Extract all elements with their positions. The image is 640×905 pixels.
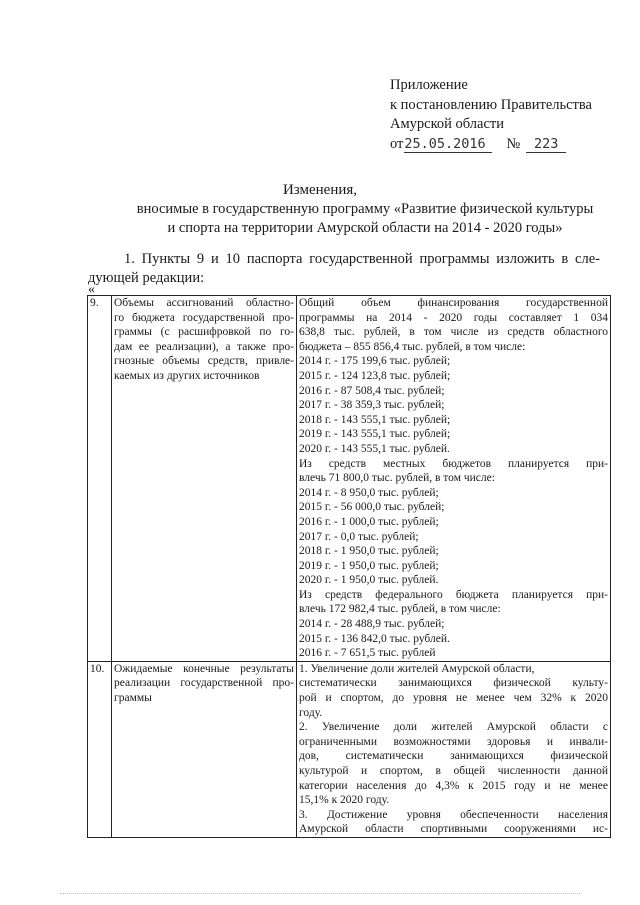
appendix-label: Приложение xyxy=(390,77,468,93)
subtitle-line-2: и спорта на территории Амурской области на 2014 - 2020 годы» xyxy=(167,220,563,236)
appendix-date-line xyxy=(390,135,592,155)
row-number: 10. xyxy=(88,661,112,837)
paragraph-line-1: 1. Пункты 9 и 10 паспорта государственной программы изложить в сле- xyxy=(124,251,600,267)
heading-line: гнозные объемы средств, привле- xyxy=(114,355,294,368)
content-line: дов, систематически занимающихся физической xyxy=(299,750,608,763)
appendix-region-line: Амурской области xyxy=(390,116,504,132)
content-line: 638,8 тыс. рублей, в том числе из средств областного xyxy=(299,326,608,339)
content-line: Амурской области спортивными сооружениями ис- xyxy=(299,823,608,836)
number-label: № xyxy=(506,135,521,152)
content-line: 2015 г. - 136 842,0 тыс. рублей. xyxy=(299,632,450,645)
heading-line: Объемы ассигнований областно- xyxy=(114,297,294,309)
content-line: 2015 г. - 124 123,8 тыс. рублей; xyxy=(299,369,451,382)
content-line: программы на 2014 - 2020 годы составляет 1 034 xyxy=(299,311,608,324)
content-line: 2020 г. - 143 555,1 тыс. рублей. xyxy=(299,442,450,455)
handwritten-number: 223 xyxy=(526,136,566,153)
paragraph-line-2: дующей редакции: xyxy=(88,270,205,286)
content-line: 2020 г. - 1 950,0 тыс. рублей. xyxy=(299,574,439,587)
row-heading xyxy=(112,661,297,837)
subtitle-line-1: вносимые в государственную программу «Развитие физической культуры xyxy=(136,201,594,217)
content-line: 2016 г. - 1 000,0 тыс. рублей; xyxy=(299,515,439,528)
content-line: 2016 г. - 87 508,4 тыс. рублей; xyxy=(299,384,445,397)
content-line: Из средств местных бюджетов планируется при- xyxy=(299,457,608,470)
passport-table xyxy=(87,295,611,838)
heading-line: го бюджета государственной про- xyxy=(114,311,294,324)
content-line: 1. Увеличение доли жителей Амурской области, xyxy=(299,662,535,675)
content-line: 2019 г. - 1 950,0 тыс. рублей; xyxy=(299,559,439,572)
content-line: 2016 г. - 7 651,5 тыс. рублей xyxy=(299,647,436,660)
content-line: 3. Достижение уровня обеспеченности населения xyxy=(299,808,608,821)
content-line: систематически занимающихся физической культу- xyxy=(299,677,608,690)
content-line: Общий объем финансирования государственной xyxy=(299,297,608,309)
content-line: 2017 г. - 38 359,3 тыс. рублей; xyxy=(299,399,445,412)
content-line: ограниченными возможностями здоровья и инвали- xyxy=(299,735,608,748)
heading-line: граммы xyxy=(114,692,152,705)
handwritten-date: 25.05.2016 xyxy=(404,136,492,153)
content-line: 2018 г. - 1 950,0 тыс. рублей; xyxy=(299,545,439,558)
appendix-block xyxy=(390,76,592,154)
heading-line: граммы (с расшифровкой по го- xyxy=(114,326,294,339)
content-line: 2014 г. - 28 488,9 тыс. рублей; xyxy=(299,618,445,631)
row-number: 9. xyxy=(88,296,112,662)
content-line: 2019 г. - 143 555,1 тыс. рублей; xyxy=(299,428,451,441)
content-line: категории населения до 4,3% к 2015 году и не менее xyxy=(299,779,608,792)
date-prefix: от xyxy=(390,135,404,152)
heading-line: Ожидаемые конечные результаты xyxy=(114,662,294,675)
appendix-decree-line: к постановлению Правительства xyxy=(390,96,592,113)
content-line: влечь 172 982,4 тыс. рублей, в том числе: xyxy=(299,603,501,616)
content-line: 15,1% к 2020 году. xyxy=(299,794,390,807)
content-line: 2018 г. - 143 555,1 тыс. рублей; xyxy=(299,413,451,426)
content-line: 2014 г. - 175 199,6 тыс. рублей; xyxy=(299,355,451,368)
open-quote: « xyxy=(88,282,95,297)
content-line: 2017 г. - 0,0 тыс. рублей; xyxy=(299,530,419,543)
content-line: рой и спортом, до уровня не менее чем 32% к 2020 xyxy=(299,692,608,705)
heading-line: каемых из других источников xyxy=(114,369,260,382)
scan-artifact-line xyxy=(60,893,580,896)
intro-paragraph xyxy=(88,250,600,288)
content-line: Из средств федерального бюджета планируется при- xyxy=(299,588,608,601)
document-subtitle xyxy=(110,200,620,238)
heading-line: реализации государственной про- xyxy=(114,677,294,690)
table-row xyxy=(88,661,611,837)
content-line: влечь 71 800,0 тыс. рублей, в том числе: xyxy=(299,472,495,485)
content-line: 2014 г. - 8 950,0 тыс. рублей; xyxy=(299,486,439,499)
row-heading xyxy=(112,296,297,662)
table-row xyxy=(88,296,611,662)
content-line: бюджета – 855 856,4 тыс. рублей, в том числе: xyxy=(299,340,526,353)
document-title: Изменения, xyxy=(282,182,358,198)
heading-line: дам ее реализации), а также про- xyxy=(114,340,294,353)
content-line: году. xyxy=(299,706,323,719)
content-line: 2015 г. - 56 000,0 тыс. рублей; xyxy=(299,501,445,514)
content-line: 2. Увеличение доли жителей Амурской области с xyxy=(299,721,608,734)
row-content xyxy=(297,296,611,662)
row-content xyxy=(297,661,611,837)
content-line: культурой и спортом, в общей численности данной xyxy=(299,765,608,777)
